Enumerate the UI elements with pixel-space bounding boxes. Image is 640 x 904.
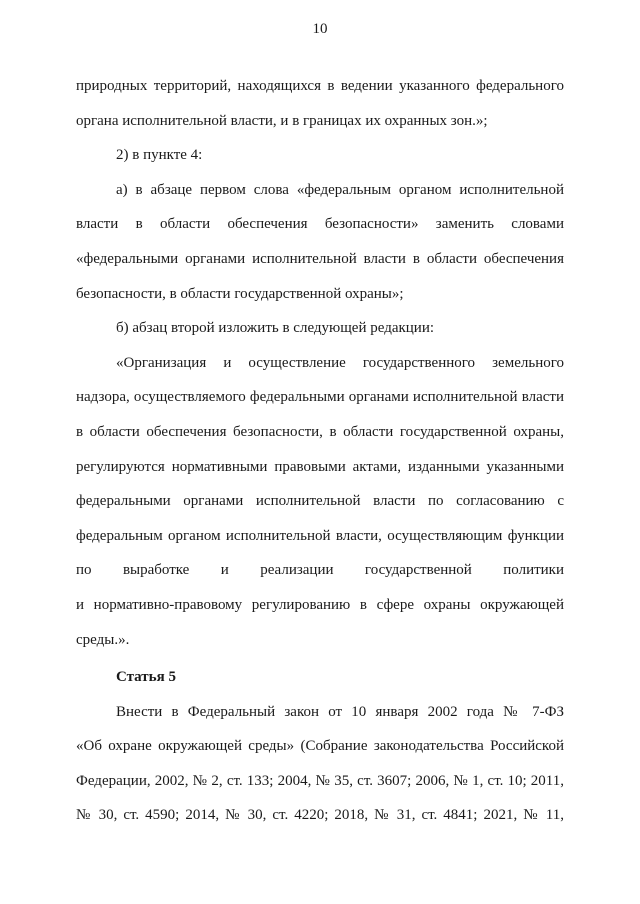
text-line: федеральным органом исполнительной власти, осуществляющим функции: [76, 527, 564, 544]
text-line: в области обеспечения безопасности, в области государственной охраны,: [76, 423, 564, 440]
text-line: власти в области обеспечения безопасности» заменить словами: [76, 216, 564, 233]
text-line: Внести в Федеральный закон от 10 января 2002 года № 7-ФЗ: [116, 703, 564, 720]
text-line: надзора, осуществляемого федеральными органами исполнительной власти: [76, 389, 564, 406]
text-line: федеральными органами исполнительной власти по согласованию с: [76, 493, 564, 510]
text-line: органа исполнительной власти, и в границах их охранных зон.»;: [76, 112, 488, 129]
text-line: б) абзац второй изложить в следующей редакции:: [116, 320, 435, 337]
text-line: и нормативно-правовому регулированию в сфере охраны окружающей: [76, 596, 564, 613]
text-line: безопасности, в области государственной охраны»;: [76, 285, 404, 302]
text-line: природных территорий, находящихся в ведении указанного федерального: [76, 78, 564, 94]
article-heading: Статья 5: [116, 669, 176, 686]
text-line: Федерации, 2002, № 2, ст. 133; 2004, № 35, ст. 3607; 2006, № 1, ст. 10; 2011,: [76, 772, 564, 789]
text-line: по выработке и реализации государственной политики: [76, 562, 564, 579]
text-line: а) в абзаце первом слова «федеральным органом исполнительной: [116, 181, 564, 198]
page-number: 10: [312, 21, 328, 37]
text-line: «Об охране окружающей среды» (Собрание законодательства Российской: [76, 738, 564, 755]
document-body: [76, 69, 564, 833]
text-line: «Организация и осуществление государственного земельного: [116, 354, 564, 371]
text-line: среды.».: [76, 631, 130, 648]
text-line: № 30, ст. 4590; 2014, № 30, ст. 4220; 2018, № 31, ст. 4841; 2021, № 11,: [76, 807, 564, 824]
text-line: регулируются нормативными правовыми актами, изданными указанными: [76, 458, 564, 475]
text-line: 2) в пункте 4:: [116, 147, 203, 164]
text-line: «федеральными органами исполнительной власти в области обеспечения: [76, 250, 564, 267]
